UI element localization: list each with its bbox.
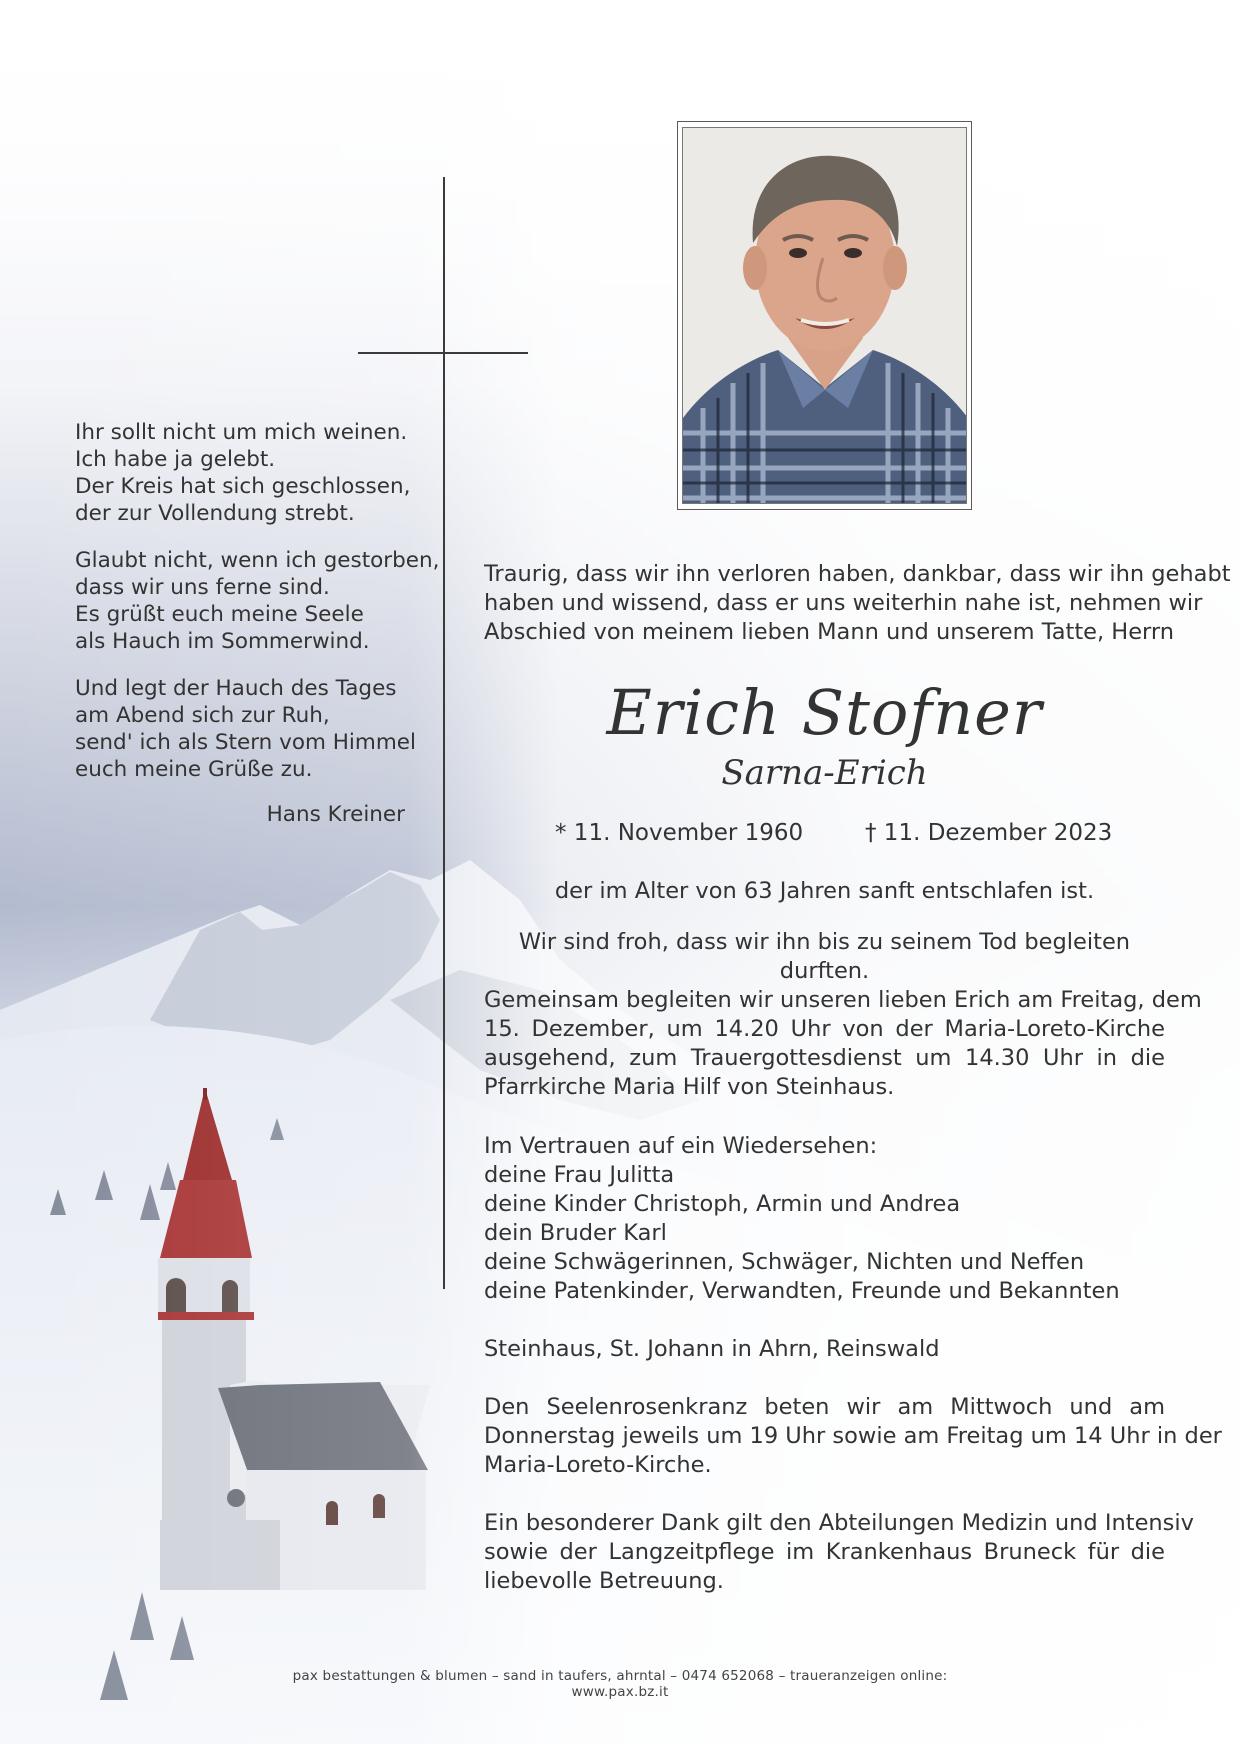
- poem-line: dass wir uns ferne sind.: [75, 575, 330, 600]
- funeral-line: ausgehend, zum Trauergottesdienst um 14.30 Uhr in die: [484, 1045, 1165, 1071]
- places-text: Steinhaus, St. Johann in Ahrn, Reinswald: [484, 1336, 940, 1362]
- poem-stanza: [75, 547, 440, 655]
- poem-line: Der Kreis hat sich geschlossen,: [75, 474, 411, 499]
- mourner-line: dein Bruder Karl: [484, 1220, 667, 1246]
- cross-vertical-bar: [443, 177, 445, 1289]
- intro-line: Traurig, dass wir ihn verloren haben, dankbar, dass wir ihn gehabt: [484, 561, 1231, 587]
- funeral-line: 15. Dezember, um 14.20 Uhr von der Maria-Loreto-Kirche: [484, 1016, 1165, 1042]
- poem-line: der zur Vollendung strebt.: [75, 501, 355, 526]
- age-text: der im Alter von 63 Jahren sanft entschlafen ist.: [554, 878, 1095, 904]
- birth-date: * 11. November 1960: [555, 820, 804, 846]
- poem: [75, 419, 440, 828]
- mourner-line: deine Patenkinder, Verwandten, Freunde und Bekannten: [484, 1278, 1120, 1304]
- thanks-text: [484, 1509, 1194, 1596]
- poem-stanza: [75, 419, 411, 527]
- thanks-line: sowie der Langzeitpflege im Krankenhaus Bruneck für die: [484, 1539, 1165, 1565]
- mourners-heading: Im Vertrauen auf ein Wiedersehen:: [484, 1133, 878, 1159]
- poem-line: Es grüßt euch meine Seele: [75, 602, 364, 627]
- intro-line: Abschied von meinem lieben Mann und unserem Tatte, Herrn: [484, 619, 1175, 645]
- poem-line: am Abend sich zur Ruh,: [75, 703, 330, 728]
- poem-line: als Hauch im Sommerwind.: [75, 629, 370, 654]
- rosary-info: [484, 1393, 1222, 1480]
- mourner-line: deine Frau Julitta: [484, 1162, 675, 1188]
- poem-line: euch meine Grüße zu.: [75, 757, 313, 782]
- cross-horizontal-bar: [358, 352, 528, 354]
- funeral-info: [484, 986, 1202, 1102]
- poem-line: Ihr sollt nicht um mich weinen.: [75, 420, 408, 445]
- rosary-line: Maria-Loreto-Kirche.: [484, 1452, 712, 1478]
- poem-line: Ich habe ja gelebt.: [75, 447, 276, 472]
- mourner-line: deine Schwägerinnen, Schwäger, Nichten und Neffen: [484, 1249, 1085, 1275]
- poem-line: send' ich als Stern vom Himmel: [75, 730, 416, 755]
- death-date: † 11. Dezember 2023: [865, 820, 1113, 846]
- poem-line: Glaubt nicht, wenn ich gestorben,: [75, 548, 440, 573]
- deceased-name: Erich Stofner: [606, 676, 1043, 749]
- thanks-line: liebevolle Betreuung.: [484, 1568, 724, 1594]
- rosary-line: Donnerstag jeweils um 19 Uhr sowie am Freitag um 14 Uhr in der: [484, 1423, 1222, 1449]
- poem-author: Hans Kreiner: [266, 802, 405, 827]
- intro-text: [484, 560, 1231, 647]
- poem-stanza: [75, 675, 416, 783]
- funeral-line: Pfarrkirche Maria Hilf von Steinhaus.: [484, 1074, 895, 1100]
- funeral-line: Gemeinsam begleiten wir unseren lieben Erich am Freitag, dem: [484, 987, 1202, 1013]
- gratitude-text: Wir sind froh, dass wir ihn bis zu seinem Tod begleiten durften.: [518, 929, 1131, 984]
- rosary-line: Den Seelenrosenkranz beten wir am Mittwoch und am: [484, 1394, 1165, 1420]
- thanks-line: Ein besonderer Dank gilt den Abteilungen Medizin und Intensiv: [484, 1510, 1194, 1536]
- footer-imprint: pax bestattungen & blumen – sand in taufers, ahrntal – 0474 652068 – traueranzeigen online: www.pax.bz.it: [292, 1668, 948, 1700]
- portrait-photo: [682, 127, 967, 504]
- intro-line: haben und wissend, dass er uns weiterhin nahe ist, nehmen wir: [484, 590, 1203, 616]
- mourner-line: deine Kinder Christoph, Armin und Andrea: [484, 1191, 961, 1217]
- deceased-nickname: Sarna-Erich: [721, 753, 928, 793]
- mourners-list: [484, 1132, 1165, 1306]
- poem-line: Und legt der Hauch des Tages: [75, 676, 397, 701]
